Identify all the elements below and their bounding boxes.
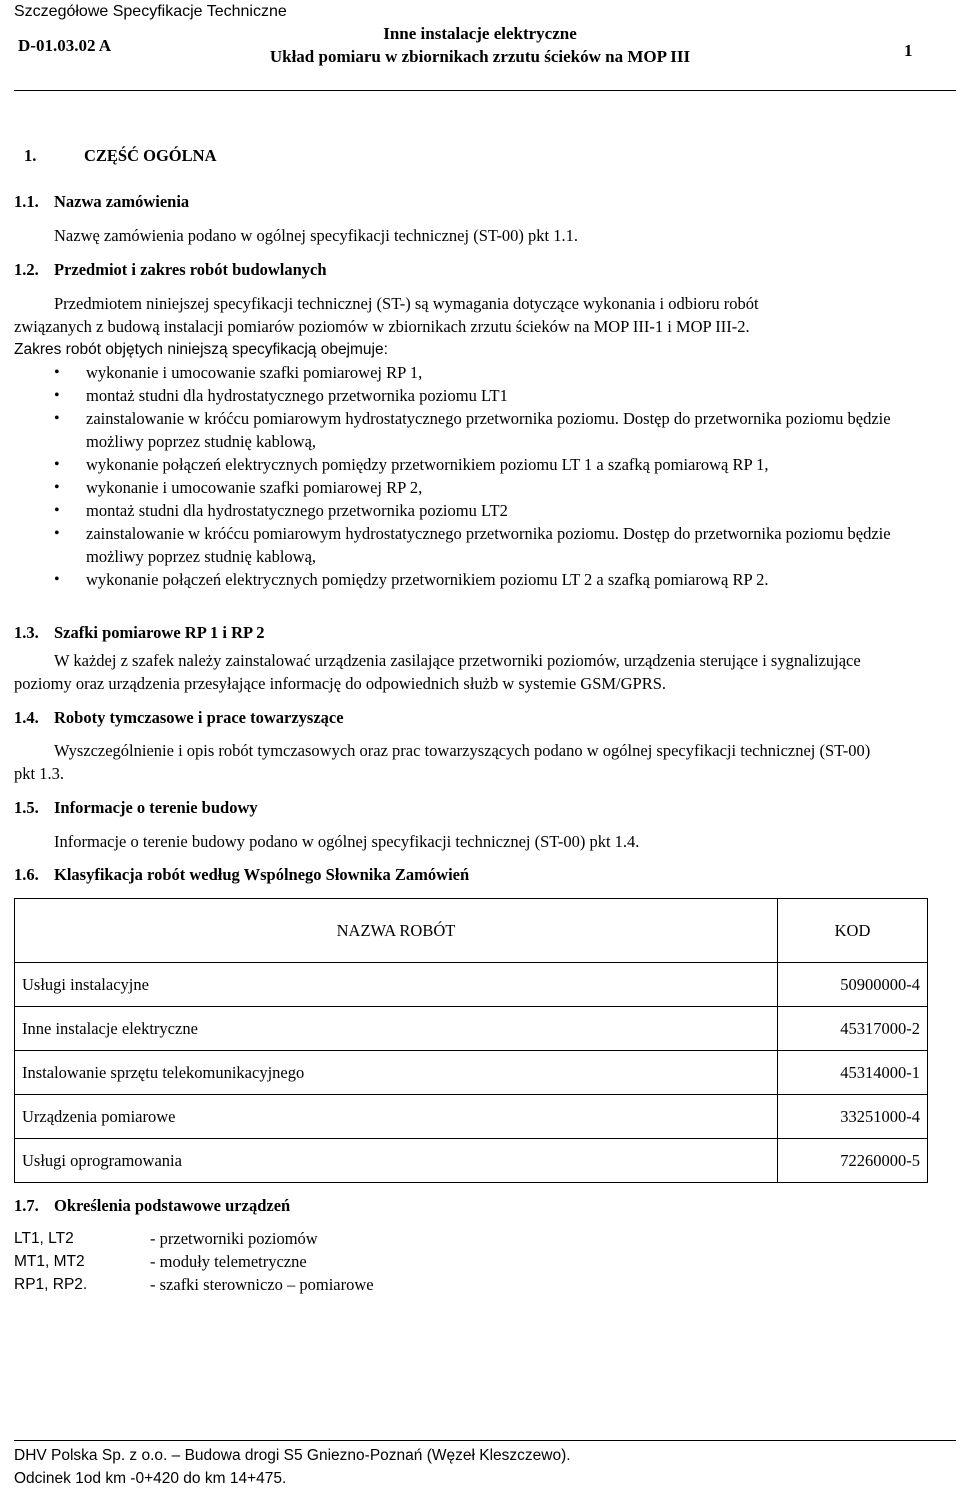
work-code-cell: 33251000-4: [778, 1095, 928, 1139]
definition-row: [14, 1227, 374, 1250]
section-number: 1.3.: [14, 623, 39, 642]
work-code-cell: 72260000-5: [778, 1139, 928, 1183]
page-footer: [14, 1444, 571, 1490]
section-title: Informacje o terenie budowy: [54, 798, 258, 817]
section-number: 1.2.: [14, 260, 39, 279]
subject-line-2: Układ pomiaru w zbiornikach zrzutu ścieków na MOP III: [269, 47, 691, 66]
definition-term: RP1, RP2.: [14, 1276, 88, 1293]
section-1-2-scope-intro: Zakres robót objętych niniejszą specyfikacją obejmuje:: [14, 341, 388, 358]
table-row: [15, 1095, 928, 1139]
section-1-6-heading: [14, 863, 469, 886]
work-code-cell: 45317000-2: [778, 1007, 928, 1051]
section-1-2-para1-line1: Przedmiotem niniejszej specyfikacji technicznej (ST-) są wymagania dotyczące wykonania i odbioru robót: [54, 294, 759, 313]
section-number: 1.6.: [14, 865, 39, 884]
work-code-cell: 45314000-1: [778, 1051, 928, 1095]
list-item: • wykonanie połączeń elektrycznych pomiędzy przetwornikiem poziomu LT 1 a szafką pomiarową RP 1,: [54, 453, 914, 476]
document-subject: [0, 22, 960, 68]
work-code-cell: 50900000-4: [778, 963, 928, 1007]
section-1-3-heading: [14, 621, 265, 644]
section-1-4-text: Wyszczególnienie i opis robót tymczasowych oraz prac towarzyszących podano w ogólnej specyfikacji technicznej (ST-00) pkt 1.3.: [14, 741, 871, 783]
definition-term: MT1, MT2: [14, 1253, 85, 1270]
work-name-cell: Inne instalacje elektryczne: [15, 1007, 778, 1051]
section-title: Roboty tymczasowe i prace towarzyszące: [54, 708, 344, 727]
device-definitions: [14, 1227, 374, 1296]
section-number: 1.4.: [14, 708, 39, 727]
section-1-7-heading: [14, 1194, 290, 1217]
list-item: • zainstalowanie w króćcu pomiarowym hydrostatycznego przetwornika poziomu. Dostęp do przetwornika poziomu będzie możliwy poprzez studnię kablową,: [54, 407, 916, 453]
table-header-row: [15, 899, 928, 963]
list-item: • zainstalowanie w króćcu pomiarowym hydrostatycznego przetwornika poziomu. Dostęp do przetwornika poziomu będzie możliwy poprzez studnię kablową,: [54, 522, 916, 568]
section-1-5-heading: [14, 796, 258, 819]
definition-desc: - moduły telemetryczne: [150, 1252, 307, 1271]
section-title: Określenia podstawowe urządzeń: [54, 1196, 291, 1215]
work-name-cell: Urządzenia pomiarowe: [15, 1095, 778, 1139]
subject-line-1: Inne instalacje elektryczne: [383, 24, 577, 43]
classification-table: [14, 898, 928, 1183]
table-row: [15, 963, 928, 1007]
list-item: • montaż studni dla hydrostatycznego przetwornika poziomu LT1: [54, 384, 914, 407]
footer-line-2: Odcinek 1od km -0+420 do km 14+475.: [14, 1470, 287, 1487]
page-number: 1: [904, 41, 913, 60]
section-number: 1.1.: [14, 192, 39, 211]
document-title: Szczegółowe Specyfikacje Techniczne: [14, 3, 287, 20]
section-1-2-heading: [14, 258, 327, 281]
list-item: • wykonanie połączeń elektrycznych pomiędzy przetwornikiem poziomu LT 2 a szafką pomiarową RP 2.: [54, 568, 914, 591]
column-header-name: NAZWA ROBÓT: [15, 899, 778, 963]
work-name-cell: Usługi instalacyjne: [15, 963, 778, 1007]
definition-term: LT1, LT2: [14, 1230, 74, 1247]
definition-row: [14, 1250, 374, 1273]
section-number: 1.: [24, 146, 37, 165]
list-item: • montaż studni dla hydrostatycznego przetwornika poziomu LT2: [54, 499, 914, 522]
section-number: 1.7.: [14, 1196, 39, 1215]
column-header-code: KOD: [778, 899, 928, 963]
section-1-heading: [14, 144, 216, 167]
definition-row: [14, 1273, 374, 1296]
table-row: [15, 1051, 928, 1095]
definition-desc: - przetworniki poziomów: [150, 1229, 318, 1248]
section-1-1-text: Nazwę zamówienia podano w ogólnej specyfikacji technicznej (ST-00) pkt 1.1.: [54, 226, 579, 245]
header-divider: [14, 90, 956, 91]
section-1-1-heading: [14, 190, 189, 213]
table-row: [15, 1139, 928, 1183]
section-title: Przedmiot i zakres robót budowlanych: [54, 260, 327, 279]
section-1-5-text: Informacje o terenie budowy podano w ogólnej specyfikacji technicznej (ST-00) pkt 1.4.: [54, 832, 640, 851]
work-name-cell: Usługi oprogramowania: [15, 1139, 778, 1183]
section-title: Szafki pomiarowe RP 1 i RP 2: [54, 623, 265, 642]
table-row: [15, 1007, 928, 1051]
definition-desc: - szafki sterowniczo – pomiarowe: [150, 1275, 374, 1294]
section-1-4-heading: [14, 706, 344, 729]
scope-list: [54, 361, 914, 591]
section-1-3-text: W każdej z szafek należy zainstalować urządzenia zasilające przetworniki poziomów, urządzenia sterujące i sygnalizujące poziomy oraz urządzenia przesyłające informację do odpowiednich służb w systemie GSM/GPRS.: [14, 651, 861, 693]
section-title: Nazwa zamówienia: [54, 192, 190, 211]
work-name-cell: Instalowanie sprzętu telekomunikacyjnego: [15, 1051, 778, 1095]
footer-line-1: DHV Polska Sp. z o.o. – Budowa drogi S5 Gniezno-Poznań (Węzeł Kleszczewo).: [14, 1447, 571, 1464]
footer-divider: [14, 1440, 956, 1441]
list-item: • wykonanie i umocowanie szafki pomiarowej RP 2,: [54, 476, 914, 499]
section-title: CZĘŚĆ OGÓLNA: [84, 146, 217, 165]
section-title: Klasyfikacja robót według Wspólnego Słownika Zamówień: [54, 865, 470, 884]
list-item: • wykonanie i umocowanie szafki pomiarowej RP 1,: [54, 361, 914, 384]
document-code: D-01.03.02 A: [18, 36, 112, 55]
section-number: 1.5.: [14, 798, 39, 817]
section-1-2-para1-line2: związanych z budową instalacji pomiarów poziomów w zbiornikach zrzutu ścieków na MOP III-1 i MOP III-2.: [14, 317, 750, 336]
